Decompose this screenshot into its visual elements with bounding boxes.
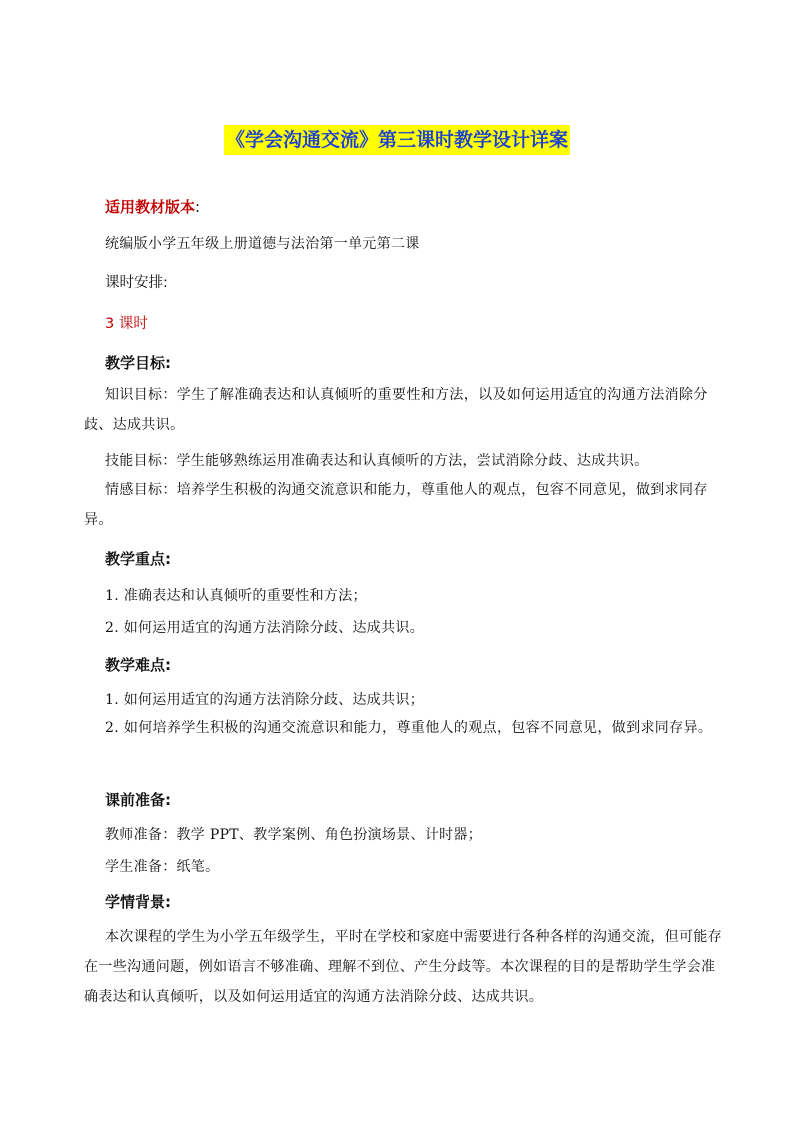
- difficulty-heading: 教学难点:: [105, 656, 171, 674]
- goal-skill: 技能目标：学生能够熟练运用准确表达和认真倾听的方法，尝试消除分歧、达成共识。: [105, 453, 649, 469]
- background-text: 本次课程的学生为小学五年级学生，平时在学校和家庭中需要进行各种各样的沟通交流，但可能存在一些沟通问题，例如语言不够准确、理解不到位、产生分歧等。本次课程的目的是帮助学生学会准确表达和认真倾听，以及如何运用适宜的沟通方法消除分歧、达成共识。: [84, 929, 723, 1005]
- goal-emotion: 情感目标：培养学生积极的沟通交流意识和能力，尊重他人的观点，包容不同意见，做到求同存异。: [84, 482, 708, 528]
- difficulty-item-2: 2. 如何培养学生积极的沟通交流意识和能力，尊重他人的观点，包容不同意见，做到求同存异。: [105, 720, 713, 736]
- prep-teacher: 教师准备：教学 PPT、教学案例、角色扮演场景、计时器；: [105, 827, 483, 843]
- edition-heading: 适用教材版本: [105, 198, 196, 216]
- edition-colon: :: [195, 198, 201, 216]
- key-item-2: 2. 如何运用适宜的沟通方法消除分歧、达成共识。: [105, 620, 425, 636]
- key-item-1: 1. 准确表达和认真倾听的重要性和方法；: [105, 588, 367, 604]
- prep-student: 学生准备：纸笔。: [105, 859, 220, 875]
- goals-heading: 教学目标:: [105, 354, 171, 372]
- goal-knowledge: 知识目标：学生了解准确表达和认真倾听的重要性和方法，以及如何运用适宜的沟通方法消除分歧、达成共识。: [84, 387, 708, 433]
- key-heading: 教学重点:: [105, 550, 171, 568]
- prep-heading: 课前准备:: [105, 791, 171, 809]
- edition-value: 统编版小学五年级上册道德与法治第一单元第二课: [105, 236, 420, 252]
- background-heading: 学情背景:: [105, 893, 171, 911]
- schedule-heading: 课时安排:: [105, 275, 168, 291]
- schedule-value: 3 课时: [105, 316, 148, 332]
- title-container: [0, 125, 794, 155]
- difficulty-item-1: 1. 如何运用适宜的沟通方法消除分歧、达成共识；: [105, 692, 425, 708]
- edition-heading-line: [105, 196, 200, 217]
- document-title: 《学会沟通交流》第三课时教学设计详案: [224, 125, 570, 155]
